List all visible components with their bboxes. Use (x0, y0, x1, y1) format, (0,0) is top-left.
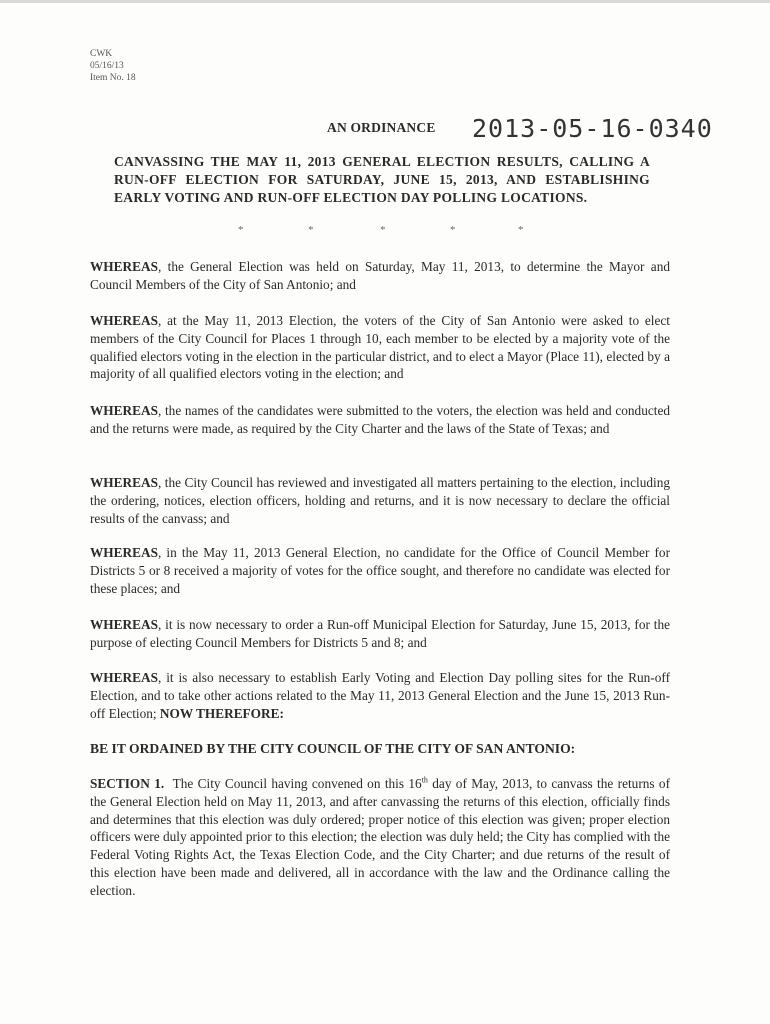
header-date: 05/16/13 (90, 61, 124, 71)
whereas-text: , at the May 11, 2013 Election, the voters of the City of San Antonio were asked to elect members of the City Council for Places 1 through 10, each member to be elected by a majority vote of the qualified electors voting in the election in the particular district, and to elect a Mayor (Place 11), elected by a majority of all qualified electors voting in the election; and (90, 313, 670, 382)
whereas-paragraph (90, 544, 670, 597)
section-1-label: SECTION 1. (90, 776, 165, 791)
ordinal-suffix: th (421, 775, 428, 785)
whereas-paragraph (90, 474, 670, 527)
star-divider (238, 224, 538, 240)
ordained-clause: BE IT ORDAINED BY THE CITY COUNCIL OF THE CITY OF SAN ANTONIO: (90, 741, 576, 756)
section-1-text-end: day of May, 2013, to canvass the returns of the General Election held on May 11, 2013, and after canvassing the returns of this election, officially finds and determines that this election was duly ordered; proper notice of this election was given; proper election officers were duly appointed prior to this election; the election was duly held; the City has complied with the Federal Voting Rights Act, the Texas Election Code, and the City Charter; and due returns of the result of this election have been made and delivered, all in accordance with the law and the Ordinance calling the election. (90, 776, 670, 898)
whereas-text: , it is now necessary to order a Run-off Municipal Election for Saturday, June 15, 2013, for the purpose of electing Council Members for Districts 5 and 8; and (90, 617, 670, 650)
whereas-paragraph (90, 402, 670, 438)
star-mark: * (238, 224, 244, 236)
section-1-text-start: The City Council having convened on this 16 (172, 776, 422, 791)
whereas-label: WHEREAS (90, 313, 158, 328)
header-meta (90, 48, 136, 84)
title-row (0, 114, 770, 148)
ordinance-title: AN ORDINANCE (327, 120, 436, 135)
whereas-label: WHEREAS (90, 617, 158, 632)
ordinance-number: 2013-05-16-0340 (472, 114, 713, 143)
whereas-label: WHEREAS (90, 403, 158, 418)
star-mark: * (380, 224, 386, 236)
star-mark: * (518, 224, 524, 236)
now-therefore: NOW THEREFORE: (159, 705, 284, 721)
whereas-label: WHEREAS (90, 259, 158, 274)
star-mark: * (450, 224, 456, 236)
whereas-text: , it is also necessary to establish Early Voting and Election Day polling sites for the Run-off Election, and to take other actions related to the May 11, 2013 General Election and the June 15, 2013 Run-off Election; (90, 670, 670, 721)
star-mark: * (308, 224, 314, 236)
whereas-label: WHEREAS (90, 670, 158, 685)
whereas-text: , the names of the candidates were submitted to the voters, the election was held and conducted and the returns were made, as required by the City Charter and the laws of the State of Texas; and (90, 403, 670, 436)
whereas-paragraph (90, 616, 670, 652)
ordinance-caption: CANVASSING THE MAY 11, 2013 GENERAL ELECTION RESULTS, CALLING A RUN-OFF ELECTION FOR SATURDAY, JUNE 15, 2013, AND ESTABLISHING EARLY VOTING AND RUN-OFF ELECTION DAY POLLING LOCATIONS. (114, 154, 650, 205)
section-1-paragraph (90, 775, 670, 900)
scan-edge (0, 0, 770, 3)
whereas-paragraph (90, 312, 670, 383)
whereas-paragraph (90, 669, 670, 722)
whereas-text: , the City Council has reviewed and investigated all matters pertaining to the election, including the ordering, notices, election officers, holding and returns, and it is now necessary to declare the official results of the canvass; and (90, 475, 670, 526)
whereas-label: WHEREAS (90, 475, 158, 490)
header-item: Item No. 18 (90, 73, 136, 83)
whereas-text: , the General Election was held on Saturday, May 11, 2013, to determine the Mayor and Council Members of the City of San Antonio; and (90, 259, 670, 292)
header-initials: CWK (90, 49, 113, 59)
whereas-label: WHEREAS (90, 545, 158, 560)
whereas-text: , in the May 11, 2013 General Election, no candidate for the Office of Council Member for Districts 5 or 8 received a majority of votes for the office sought, and therefore no candidate was elected for these places; and (90, 545, 670, 596)
whereas-paragraph (90, 258, 670, 294)
